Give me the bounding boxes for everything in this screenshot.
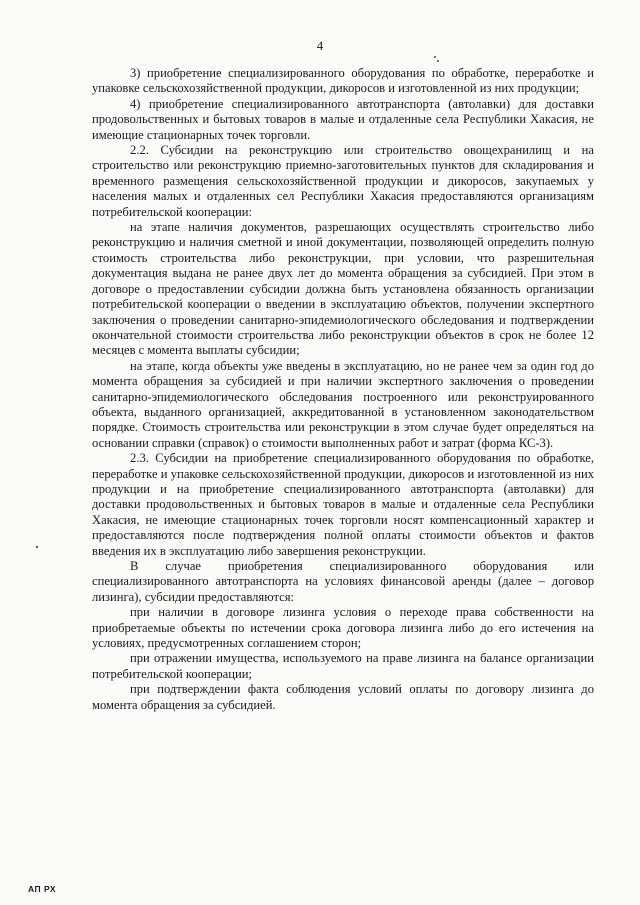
scan-speck	[434, 56, 436, 58]
footer-mark: АП РХ	[28, 884, 57, 894]
scan-speck	[36, 546, 38, 548]
paragraph-item-3: 3) приобретение специализированного оборудования по обработке, переработке и упаковке сельскохозяйственной продукции, дикоросов и изготовленной из них продукции;	[92, 66, 594, 96]
paragraph-stage-documents: на этапе наличия документов, разрешающих осуществлять строительство либо реконструкцию и наличия сметной и иной документации, позволяющей определить полную стоимость строительства либо реконструкции, при условии, что разрешительная документация выдана не ранее двух лет до момента обращения за субсидией. При этом в договоре о предоставлении субсидии должна быть установлена обязанность организации потребительской кооперации о введении в эксплуатацию объектов, получении экспертного заключения о проведении санитарно-эпидемиологического обследования и подтверждении окончательной стоимости строительства либо реконструкции объектов в срок не более 12 месяцев с момента выплаты субсидии;	[92, 220, 594, 358]
paragraph-leasing-condition-balance: при отражении имущества, используемого на праве лизинга на балансе организации потребительской кооперации;	[92, 651, 594, 681]
scan-speck	[437, 60, 439, 62]
document-body	[92, 66, 594, 713]
paragraph-leasing-condition-payment: при подтверждении факта соблюдения условий оплаты по договору лизинга до момента обращения за субсидией.	[92, 682, 594, 712]
page-number: 4	[316, 38, 324, 53]
paragraph-item-4: 4) приобретение специализированного автотранспорта (автолавки) для доставки продовольственных и бытовых товаров в малые и отдаленные села Республики Хакасия, не имеющие стационарных точек торговли.	[92, 96, 594, 142]
paragraph-leasing-condition-ownership: при наличии в договоре лизинга условия о переходе права собственности на приобретаемые объекты по истечении срока договора лизинга либо до его истечения на условиях, предусмотренных соглашением сторон;	[92, 605, 594, 651]
paragraph-leasing: В случае приобретения специализированного оборудования или специализированного автотранспорта на условиях финансовой аренды (далее – договор лизинга), субсидии предоставляются:	[92, 559, 594, 604]
paragraph-2-3: 2.3. Субсидии на приобретение специализированного оборудования по обработке, переработке и упаковке сельскохозяйственной продукции, дикоросов и изготовленной из них продукции и на приобретение специализированного автотранспорта (автолавки) для доставки продовольственных и бытовых товаров в малые и отдаленные села Республики Хакасия, не имеющие стационарных точек торговли носят компенсационный характер и предоставляются после подтверждения полной оплаты стоимости объектов и фактов введения их в эксплуатацию либо завершения реконструкции.	[92, 451, 594, 558]
paragraph-2-2: 2.2. Субсидии на реконструкцию или строительство овощехранилищ и на строительство или реконструкцию приемно-заготовительных пунктов для складирования и временного размещения сельскохозяйственной продукции и дикоросов, закупаемых у населения малых и отдаленных сел Республики Хакасия предоставляются организациям потребительской кооперации:	[92, 143, 594, 219]
paragraph-stage-commissioned: на этапе, когда объекты уже введены в эксплуатацию, но не ранее чем за один год до момента обращения за субсидией и при наличии экспертного заключения о проведении санитарно-эпидемиологического обследования построенного или реконструированного объекта, выданного организацией, аккредитованной в установленном законодательством порядке. Стоимость строительства или реконструкции в этом случае будет определяться на основании справки (справок) о стоимости выполненных работ и затрат (форма КС-3).	[92, 358, 594, 450]
